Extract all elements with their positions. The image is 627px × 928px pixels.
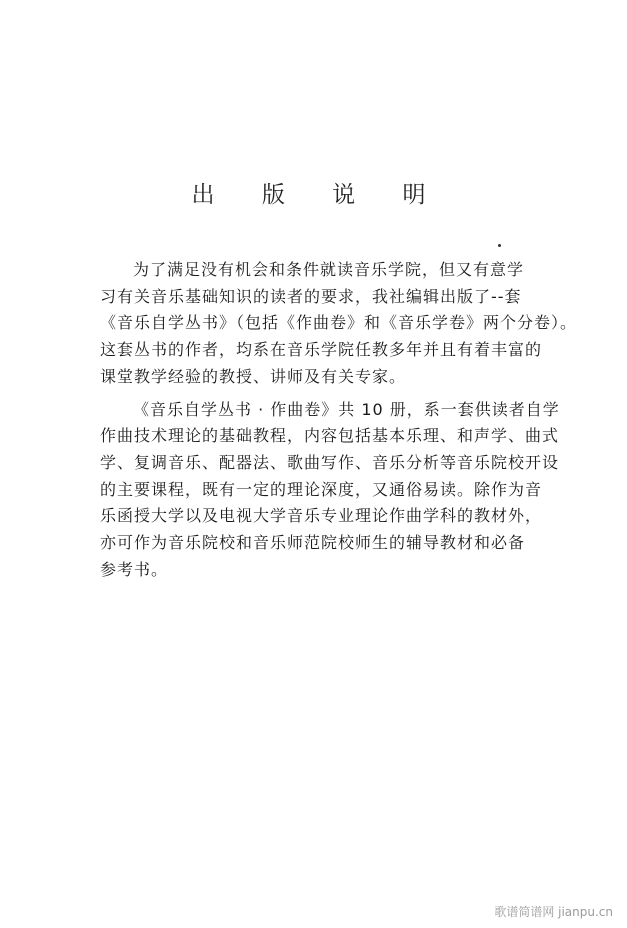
page-title: 出 版 说 明	[191, 182, 446, 208]
text-line: 习有关音乐基础知识的读者的要求，我社编辑出版了--套	[100, 286, 522, 306]
text-line: 《音乐自学丛书》（包括《作曲卷》和《音乐学卷》两个分卷）。	[100, 313, 578, 333]
text-line: 这套丛书的作者，均系在音乐学院任教多年并且有着丰富的	[100, 340, 543, 360]
paragraph-1	[100, 257, 578, 391]
text-line: 乐函授大学以及电视大学音乐专业理论作曲学科的教材外，	[100, 506, 543, 526]
paragraph-2	[100, 397, 560, 584]
site-watermark: 歌谱简谱网 jianpu.cn	[494, 905, 613, 919]
text-line: 课堂教学经验的教授、讲师及有关专家。	[100, 366, 407, 386]
text-line: 为了满足没有机会和条件就读音乐学院，但又有意学	[133, 260, 525, 279]
text-line: 《音乐自学丛书 · 作曲卷》共 10 册，系一套供读者自学	[133, 399, 560, 419]
body-text	[100, 257, 578, 589]
text-line: 参考书。	[100, 559, 169, 579]
text-line: 作曲技术理论的基础教程，内容包括基本乐理、和声学、曲式	[100, 426, 560, 446]
scan-speck	[498, 244, 501, 247]
text-line: 学、复调音乐、配器法、歌曲写作、音乐分析等音乐院校开设	[100, 452, 560, 472]
text-line: 的主要课程，既有一定的理论深度，又通俗易读。除作为音	[100, 479, 543, 499]
text-line: 亦可作为音乐院校和音乐师范院校师生的辅导教材和必备	[100, 533, 526, 553]
